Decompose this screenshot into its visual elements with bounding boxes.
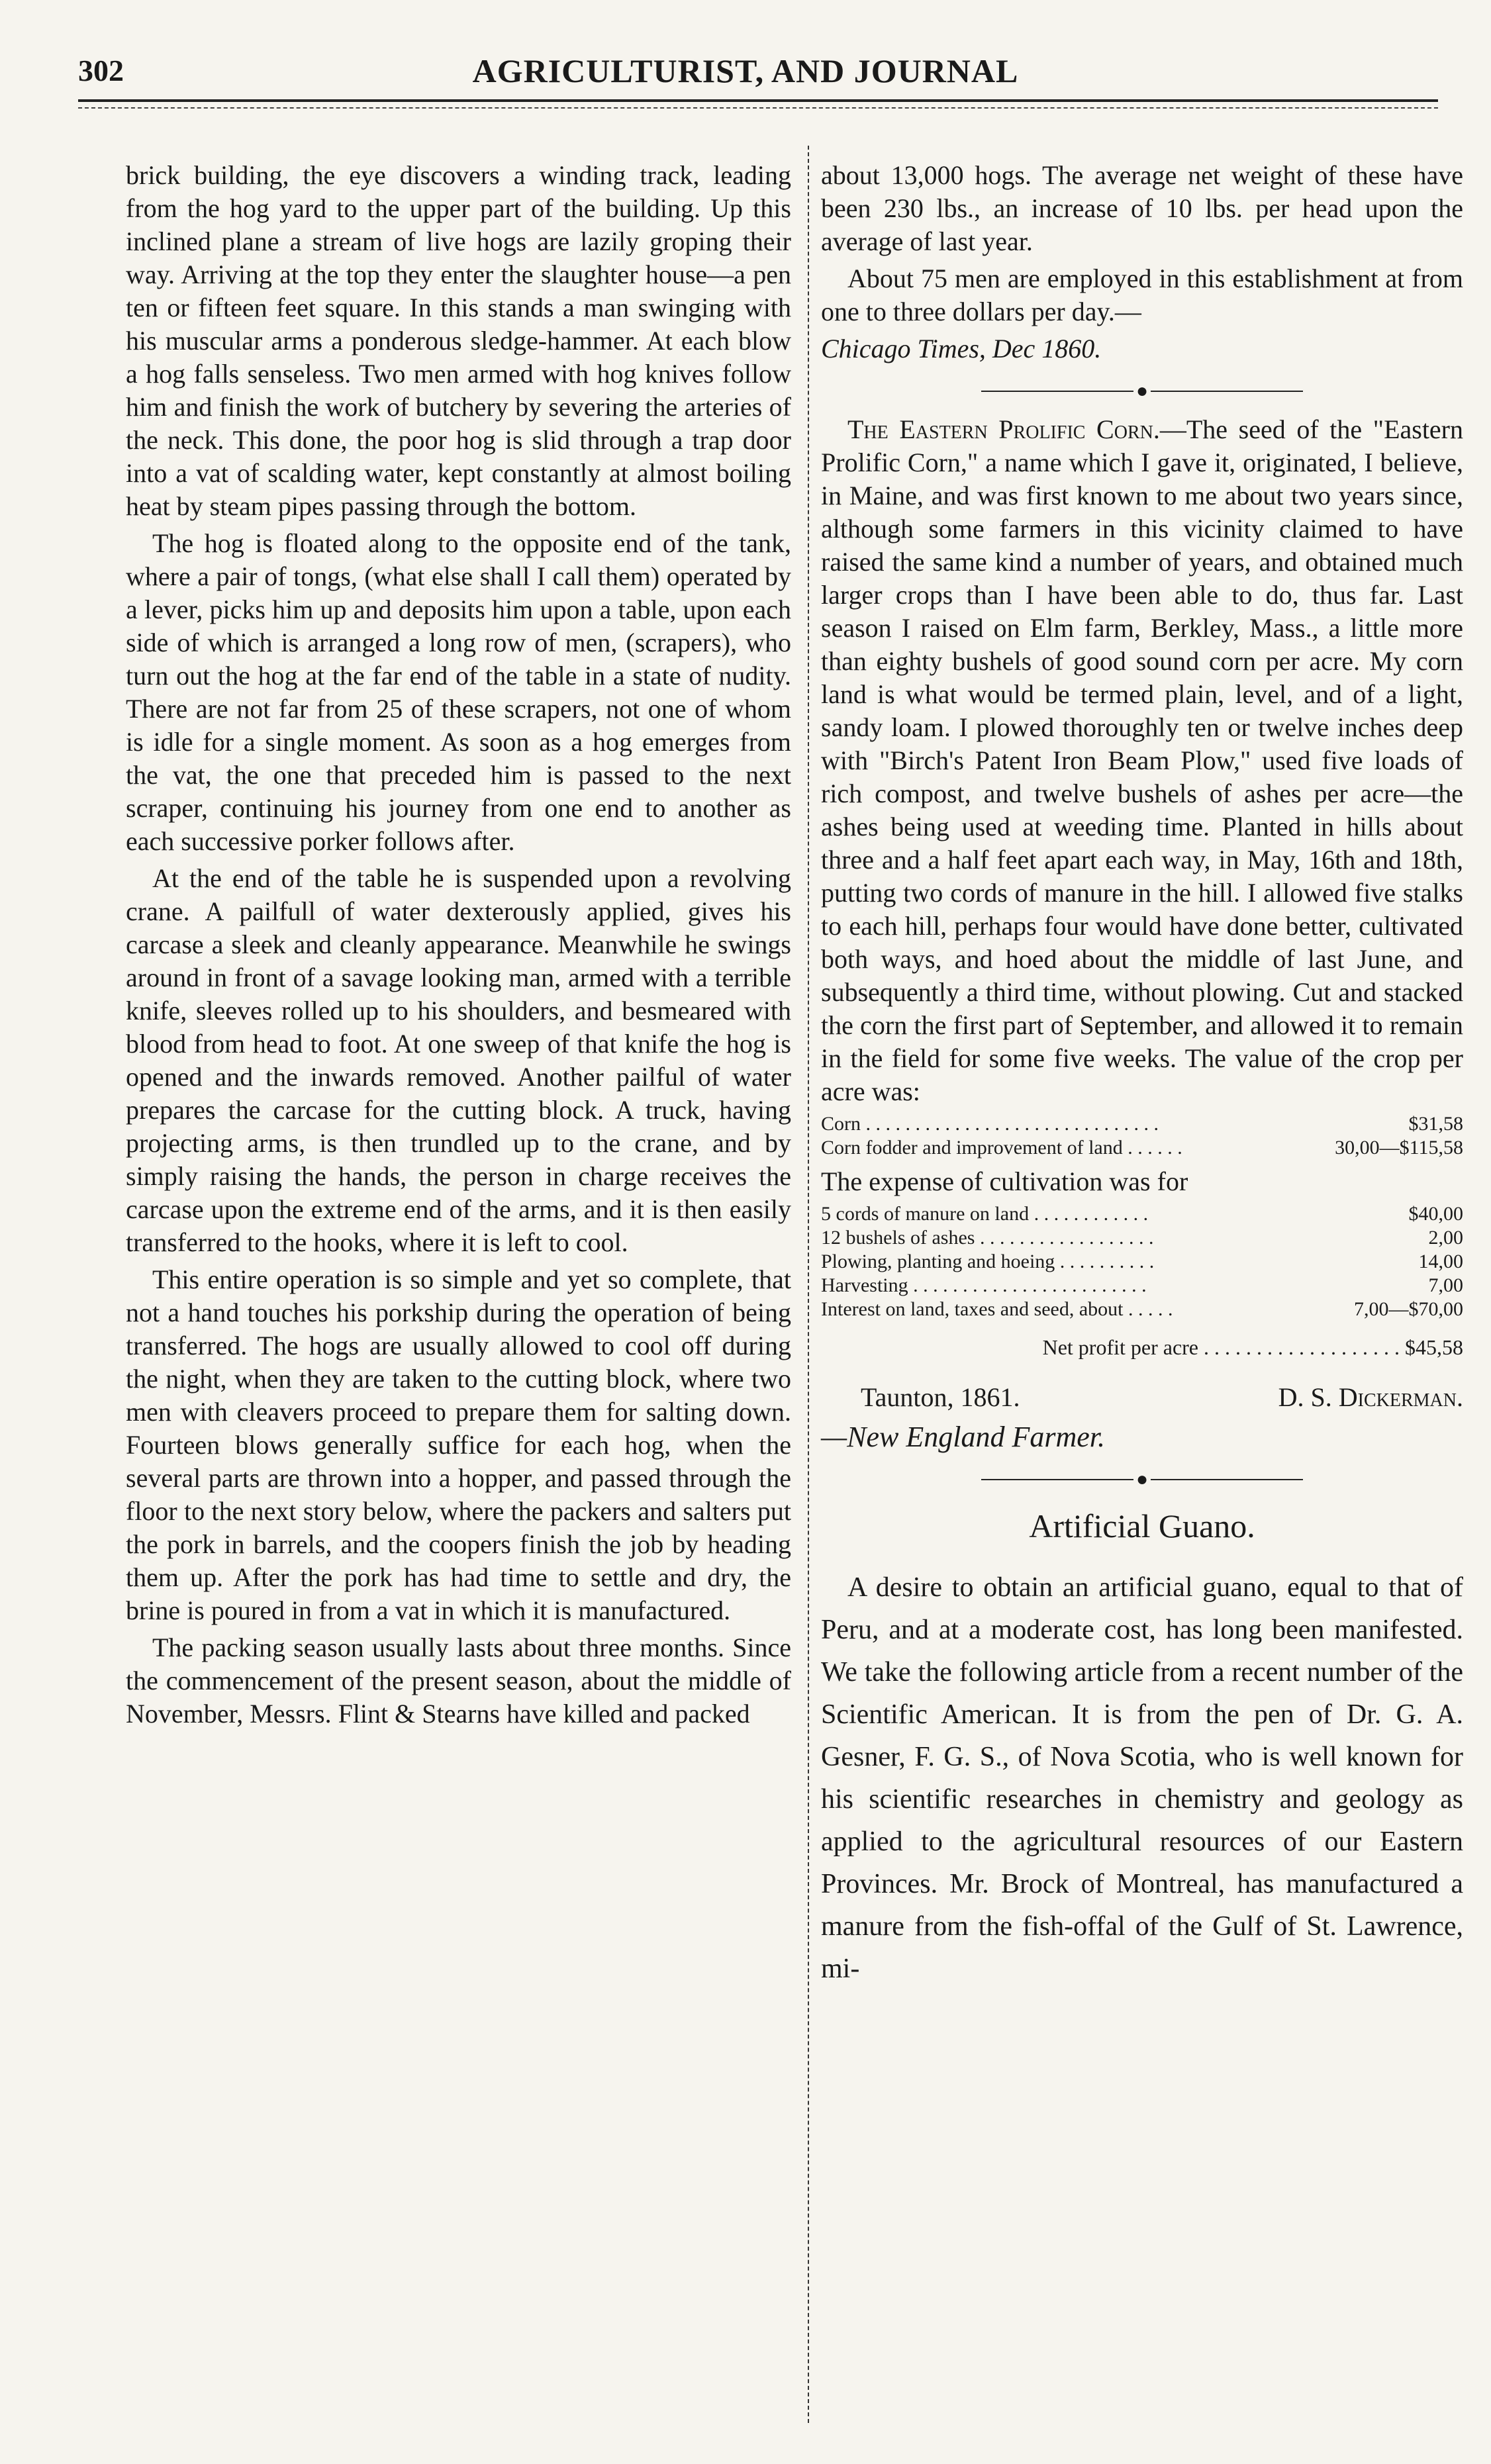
article-title: Artificial Guano. bbox=[1029, 1507, 1255, 1545]
section-ornament: ● bbox=[821, 380, 1463, 401]
guano-paragraph: A desire to obtain an artificial guano, equal to that of Peru, and at a moderate cost, has long been manifested. We take the following article from a recent number of the Scientific American. It is from the pen of Dr. G. A. Gesner, F. G. S., of Nova Scotia, who is well known for his scientific researches in chemistry and geology as applied to the agricultural resources of our Eastern Provinces. Mr. Brock of Montreal, has manufactured a manure from the fish-offal of the Gulf of St. Lawrence, mi- bbox=[821, 1572, 1463, 1985]
expense-amount: 7,00 bbox=[1428, 1274, 1463, 1297]
expense-label: Interest on land, taxes and seed, about . . . . . bbox=[821, 1298, 1173, 1321]
table-row bbox=[821, 1274, 1463, 1298]
hog-continued-paragraph: about 13,000 hogs. The average net weight of these have been 230 lbs., an increase of 10 lbs. per head upon the average of last year. bbox=[821, 160, 1463, 256]
signature-line bbox=[861, 1381, 1463, 1414]
header-rule bbox=[78, 99, 1438, 102]
expense-label: 12 bushels of ashes . . . . . . . . . . . . . . . . . . bbox=[821, 1227, 1154, 1249]
right-column bbox=[821, 159, 1463, 1994]
hog-paragraph-3: At the end of the table he is suspended upon a revolving crane. A pailfull of water dexterously applied, gives his carcase a sleek and cleanly appearance. Meanwhile he swings around in front of a savage looking man, armed with a terrible knife, sleeves rolled up to his shoulders, and besmeared with blood from head to foot. At one sweep of that knife the hog is opened and the inwards removed. Another pailful of water prepares the carcase for the cutting block. A truck, having projecting arms, is then trundled up to the crane, and by simply raising the hands, the person in charge receives the carcase upon the extreme end of the arms, and it is then easily transferred to the hooks, where it is left to cool. bbox=[126, 863, 791, 1257]
table-row bbox=[821, 1202, 1463, 1226]
expense-amount: 2,00 bbox=[1428, 1227, 1463, 1249]
hog-paragraph-1: brick building, the eye discovers a winding track, leading from the hog yard to the upper part of the building. Up this inclined plane a stream of live hogs are lazily groping their way. Arriving at the top they enter the slaughter house—a pen ten or fifteen feet square. In this stands a man swinging with his muscular arms a ponderous sledge-hammer. At each blow a hog falls senseless. Two men armed with hog knives follow him and finish the work of butchery by severing the arteries of the neck. This done, the poor hog is slid through a trap door into a vat of scalding water, kept constantly at almost boiling heat by steam pipes passing through the bottom. bbox=[126, 160, 791, 521]
guano-article bbox=[821, 1566, 1463, 1990]
table-row bbox=[821, 1136, 1463, 1160]
corn-body: —The seed of the "Eastern Prolific Corn," a name which I gave it, originated, I believe, in Maine, and was first known to me about two years since, although some farmers in this vicinity claimed to have raised the same kind a number of years, and obtained much larger crops than I have been able to do, thus far. Last season I raised on Elm farm, Berkley, Mass., a little more than eighty bushels of good sound corn per acre. My corn land is what would be termed plain, level, and of a light, sandy loam. I plowed thoroughly ten or twelve inches deep with "Birch's Patent Iron Beam Plow," used five loads of rich compost, and twelve bushels of ashes per acre—the ashes being used at weeding time. Planted in hills about three and a half feet apart each way, in May, 16th and 18th, putting two cords of manure in the hill. I allowed five stalks to each hill, perhaps four would have done better, cultivated both ways, and hoed about the middle of last June, and subsequently a third time, without plowing. Cut and stacked the corn the first part of September, and allowed it to remain in the field for some five weeks. The value of the crop per acre was: bbox=[821, 414, 1464, 1107]
hog-employment-paragraph: About 75 men are employed in this establishment at from one to three dollars per day.— bbox=[821, 263, 1463, 326]
expense-amount: 14,00 bbox=[1418, 1251, 1463, 1273]
hog-paragraph-5: The packing season usually lasts about three months. Since the commencement of the present season, about the middle of November, Messrs. Flint & Stearns have killed and packed bbox=[126, 1633, 791, 1729]
value-label: Corn fodder and improvement of land . . . . . . bbox=[821, 1137, 1182, 1159]
expense-label: Plowing, planting and hoeing . . . . . . . . . . bbox=[821, 1251, 1155, 1273]
page-number: 302 bbox=[78, 54, 124, 87]
signature-name: D. S. Dickerman. bbox=[1278, 1382, 1463, 1413]
value-amount: 30,00—$115,58 bbox=[1335, 1137, 1463, 1159]
source-new-england-farmer: —New England Farmer. bbox=[821, 1421, 1105, 1454]
table-row bbox=[821, 1226, 1463, 1250]
hog-paragraph-2: The hog is floated along to the opposite end of the tank, where a pair of tongs, (what else shall I call them) operated by a lever, picks him up and deposits him upon a table, upon each side of which is arranged a long row of men, (scrapers), who turn out the hog at the far end of the table in a state of nudity. There are not far from 25 of these scrapers, not one of whom is idle for a single moment. As soon as a hog emerges from the vat, the one that preceded him is passed to the next scraper, continuing his journey from one end to another as each successive porker follows after. bbox=[126, 528, 791, 856]
expense-amount: 7,00—$70,00 bbox=[1354, 1298, 1463, 1321]
table-row bbox=[821, 1112, 1463, 1136]
header-rule-dashed bbox=[78, 107, 1438, 109]
expense-amount: $40,00 bbox=[1408, 1203, 1463, 1225]
crop-value-table bbox=[821, 1112, 1463, 1160]
signature-place: Taunton, 1861. bbox=[861, 1382, 1020, 1413]
expense-table bbox=[821, 1202, 1463, 1321]
section-ornament: ● bbox=[821, 1468, 1463, 1490]
table-row bbox=[821, 1298, 1463, 1321]
value-amount: $31,58 bbox=[1408, 1113, 1463, 1135]
running-title: AGRICULTURIST, AND JOURNAL bbox=[472, 52, 1019, 89]
corn-paragraph bbox=[821, 413, 1463, 1108]
hog-paragraph-4: This entire operation is so simple and yet so complete, that not a hand touches his porkship during the operation of being transferred. The hogs are usually allowed to cool off during the night, when they are taken to the cutting block, where two men with cleavers proceed to prepare them for salting down. Fourteen blows generally suffice for each hog, when the several parts are thrown into a hopper, and passed through the floor to the next story below, where the packers and salters put the pork in barrels, and the coopers finish the job by heading them up. After the pork has had time to settle and dry, the brine is poured in from a vat in which it is manufactured. bbox=[126, 1264, 791, 1625]
column-divider bbox=[808, 146, 809, 2423]
source-chicago-times: Chicago Times, Dec 1860. bbox=[821, 334, 1102, 363]
table-row bbox=[821, 1250, 1463, 1274]
expense-label: 5 cords of manure on land . . . . . . . . . . . . bbox=[821, 1203, 1149, 1225]
net-profit: Net profit per acre . . . . . . . . . . . . . . . . . . . $45,58 bbox=[1042, 1335, 1463, 1360]
left-column bbox=[126, 159, 791, 1734]
expense-label: Harvesting . . . . . . . . . . . . . . . . . . . . . . . . bbox=[821, 1274, 1147, 1297]
value-label: Corn . . . . . . . . . . . . . . . . . . . . . . . . . . . . . . bbox=[821, 1113, 1159, 1135]
expense-heading: The expense of cultivation was for bbox=[821, 1166, 1188, 1197]
corn-heading: The Eastern Prolific Corn. bbox=[847, 414, 1160, 445]
